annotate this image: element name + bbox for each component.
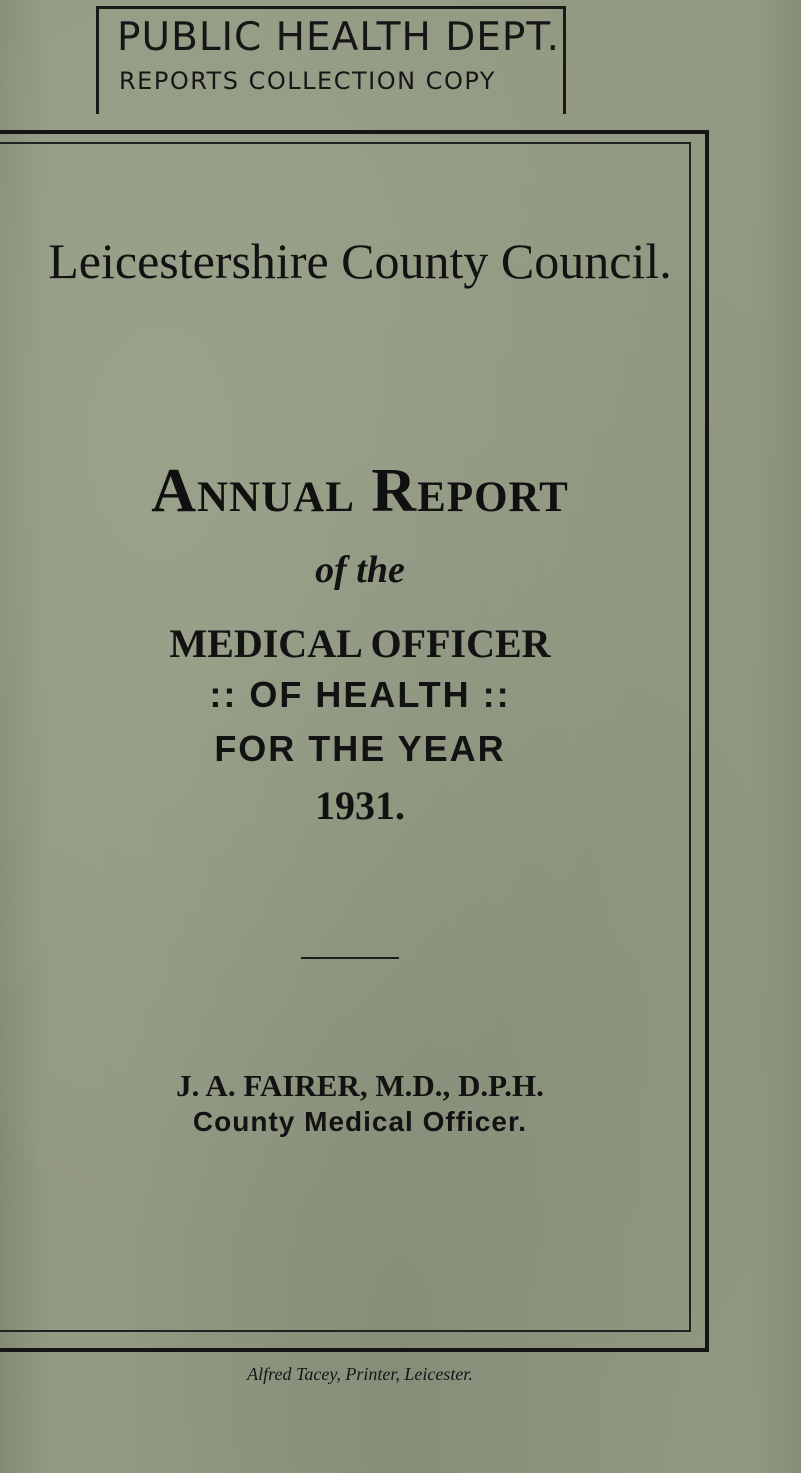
officer-name: J. A. FAIRER, M.D., D.P.H. [176,1068,544,1103]
report-year: 1931. [315,783,405,828]
of-health-line: :: OF HEALTH :: [209,674,511,715]
medical-officer-line: MEDICAL OFFICER [169,621,551,666]
for-the-year-line: FOR THE YEAR [214,728,506,769]
of-the-text: of the [315,549,405,591]
collection-stamp [96,6,566,114]
divider-rule [301,957,399,959]
officer-title: County Medical Officer. [192,1106,528,1137]
printer-credit: Alfred Tacey, Printer, Leicester. [247,1364,473,1384]
council-name: Leicestershire County Council. [48,233,672,289]
stamp-department: PUBLIC HEALTH DEPT. [117,15,561,60]
stamp-collection: REPORTS COLLECTION COPY [119,67,496,95]
report-title: Annual Report [151,457,569,525]
